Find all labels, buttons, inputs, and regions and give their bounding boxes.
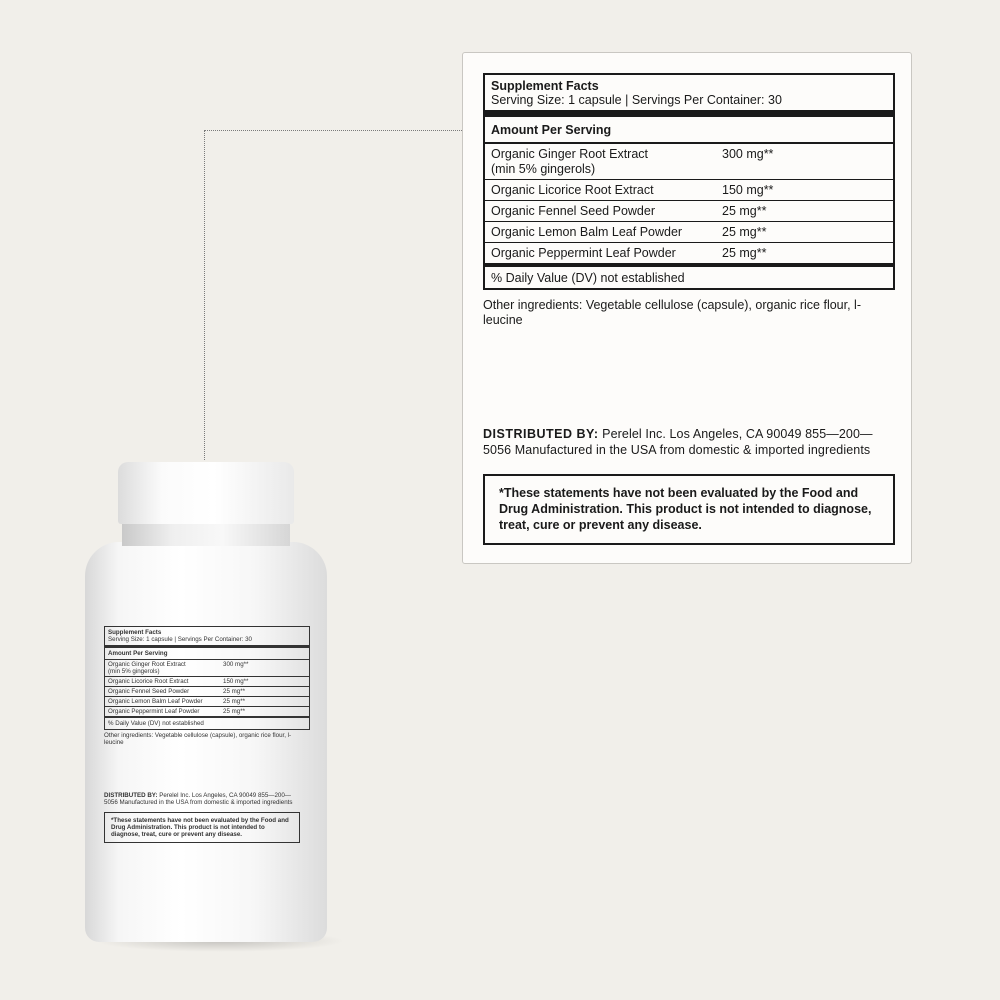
- ingredient-name: Organic Peppermint Leaf Powder: [491, 246, 676, 260]
- distributor-info: [483, 426, 883, 458]
- amount-per-serving-header: Amount Per Serving: [485, 117, 893, 144]
- bottle-label: [104, 626, 310, 843]
- ingredient-name: Organic Ginger Root Extract: [491, 147, 649, 161]
- callout-leader-vertical: [204, 130, 205, 460]
- bottle-distributor: DISTRIBUTED BY: Perelel Inc. Los Angeles, CA 90049 855—200—5056 Manufactured in the USA from domestic & imported ingredients: [104, 792, 293, 806]
- supplement-facts-panel: [483, 73, 895, 290]
- ingredient-row-lemon-balm: [485, 222, 893, 243]
- ingredient-name: Organic Fennel Seed Powder: [491, 204, 655, 218]
- bottle-amount-header: Amount Per Serving: [105, 648, 309, 660]
- ingredient-amount: 150 mg**: [722, 183, 774, 197]
- serving-info: Serving Size: 1 capsule | Servings Per Container: 30: [491, 93, 782, 107]
- bottle-ingredient-row: Organic Ginger Root Extract (min 5% gingerols) 300 mg**: [105, 660, 309, 677]
- ingredient-amount: 25 mg**: [722, 204, 767, 218]
- bottle-ingredient-row: Organic Fennel Seed Powder 25 mg**: [105, 687, 309, 697]
- bottle-ingredient-row: Organic Peppermint Leaf Powder 25 mg**: [108, 708, 246, 715]
- bottle-ingredient-row: Organic Lemon Balm Leaf Powder 25 mg**: [105, 697, 309, 707]
- bottle-cap: [118, 462, 294, 524]
- ingredient-row-ginger: [485, 144, 893, 180]
- ingredient-row-peppermint: [485, 243, 893, 263]
- label-zoom-card: [462, 52, 912, 564]
- ingredient-row-licorice: [485, 180, 893, 201]
- ingredient-name: Organic Lemon Balm Leaf Powder: [491, 225, 683, 239]
- ingredient-row-fennel: [485, 201, 893, 222]
- ingredient-amount: 25 mg**: [722, 246, 767, 260]
- distributor-text: Perelel Inc. Los Angeles, CA 90049 855—200—5056 Manufactured in the USA from domestic & imported ingredients: [483, 427, 873, 457]
- bottle-ingredient-row: Organic Licorice Root Extract 150 mg**: [105, 677, 309, 687]
- distributor-heading: DISTRIBUTED BY:: [483, 427, 599, 441]
- daily-value-note: % Daily Value (DV) not established: [491, 271, 685, 285]
- callout-leader-horizontal: [204, 130, 462, 131]
- ingredient-amount: 25 mg**: [722, 225, 767, 239]
- bottle-dv-note: % Daily Value (DV) not established: [108, 720, 204, 727]
- ingredient-amount: 300 mg**: [722, 147, 774, 161]
- bottle-facts-title: Supplement Facts: [108, 629, 162, 636]
- ingredient-note: (min 5% gingerols): [491, 162, 596, 176]
- fda-disclaimer: *These statements have not been evaluated by the Food and Drug Administration. This product is not intended to diagnose, treat, cure or prevent any disease.: [483, 474, 895, 545]
- bottle-other-ingredients: Other ingredients: Vegetable cellulose (capsule), organic rice flour, l-leucine: [104, 732, 292, 746]
- bottle-disclaimer: *These statements have not been evaluated by the Food and Drug Administration. This product is not intended to diagnose, treat, cure or prevent any disease.: [104, 812, 300, 843]
- bottle-facts-panel: [104, 626, 310, 730]
- thick-rule: [485, 110, 893, 117]
- ingredient-name: Organic Licorice Root Extract: [491, 183, 654, 197]
- other-ingredients: Other ingredients: Vegetable cellulose (capsule), organic rice flour, l-leucine: [483, 298, 861, 327]
- facts-title: Supplement Facts: [491, 79, 599, 93]
- bottle-serving-info: Serving Size: 1 capsule | Servings Per Container: 30: [108, 636, 252, 643]
